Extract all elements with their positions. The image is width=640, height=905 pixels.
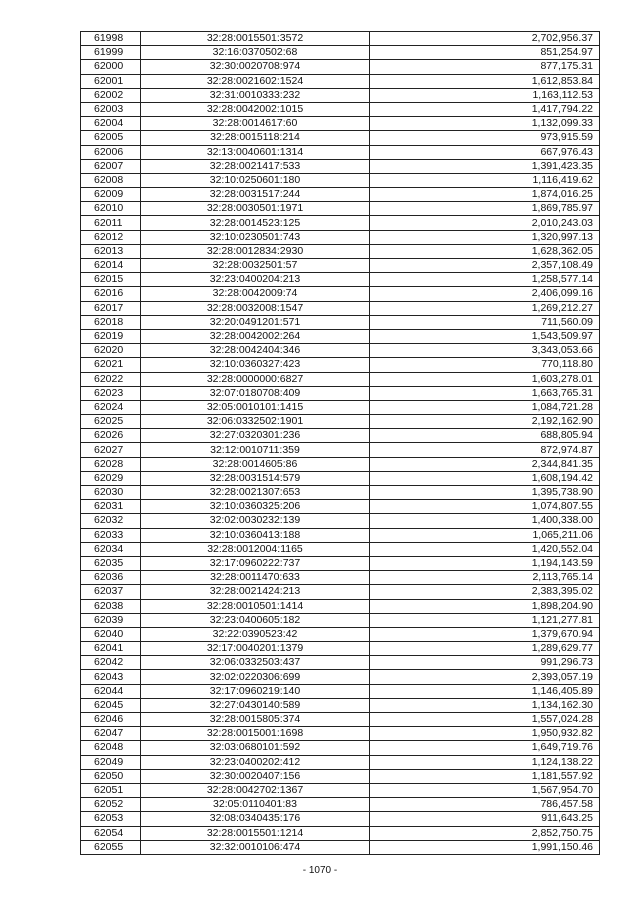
cadastral-number-cell: 32:28:0015501:1214 — [141, 826, 370, 840]
table-row — [81, 613, 600, 627]
cadastral-number-cell: 32:28:0010501:1414 — [141, 599, 370, 613]
table-row — [81, 599, 600, 613]
table-row — [81, 32, 600, 46]
cadastral-number-cell: 32:05:0010101:1415 — [141, 400, 370, 414]
table-row — [81, 443, 600, 457]
row-id-cell: 62015 — [81, 273, 141, 287]
cadastral-number-cell: 32:28:0032501:57 — [141, 259, 370, 273]
cadastral-number-cell: 32:30:0020708:974 — [141, 60, 370, 74]
amount-cell: 1,065,211.06 — [370, 528, 600, 542]
cadastral-number-cell: 32:05:0110401:83 — [141, 798, 370, 812]
amount-cell: 1,663,765.31 — [370, 386, 600, 400]
amount-cell: 877,175.31 — [370, 60, 600, 74]
table-row — [81, 670, 600, 684]
cadastral-number-cell: 32:28:0014617:60 — [141, 117, 370, 131]
row-id-cell: 62016 — [81, 287, 141, 301]
row-id-cell: 62047 — [81, 727, 141, 741]
cadastral-number-cell: 32:28:0012004:1165 — [141, 542, 370, 556]
cadastral-number-cell: 32:10:0360327:423 — [141, 358, 370, 372]
amount-cell: 1,124,138.22 — [370, 755, 600, 769]
table-row — [81, 713, 600, 727]
row-id-cell: 62012 — [81, 230, 141, 244]
row-id-cell: 62042 — [81, 656, 141, 670]
amount-cell: 1,874,016.25 — [370, 188, 600, 202]
table-row — [81, 826, 600, 840]
table-row — [81, 329, 600, 343]
row-id-cell: 62013 — [81, 244, 141, 258]
table-row — [81, 798, 600, 812]
cadastral-number-cell: 32:28:0014523:125 — [141, 216, 370, 230]
page-number: - 1070 - — [302, 865, 338, 876]
amount-cell: 911,643.25 — [370, 812, 600, 826]
table-row — [81, 259, 600, 273]
table-row — [81, 514, 600, 528]
row-id-cell: 62009 — [81, 188, 141, 202]
row-id-cell: 62030 — [81, 486, 141, 500]
cadastral-number-cell: 32:08:0340435:176 — [141, 812, 370, 826]
table-row — [81, 230, 600, 244]
amount-cell: 3,343,053.66 — [370, 344, 600, 358]
cadastral-number-cell: 32:17:0960222:737 — [141, 556, 370, 570]
table-row — [81, 301, 600, 315]
row-id-cell: 62031 — [81, 500, 141, 514]
row-id-cell: 62028 — [81, 457, 141, 471]
table-row — [81, 741, 600, 755]
table-row — [81, 656, 600, 670]
amount-cell: 2,393,057.19 — [370, 670, 600, 684]
table-row — [81, 486, 600, 500]
row-id-cell: 62051 — [81, 783, 141, 797]
amount-cell: 1,420,552.04 — [370, 542, 600, 556]
amount-cell: 1,950,932.82 — [370, 727, 600, 741]
cadastral-number-cell: 32:28:0014605:86 — [141, 457, 370, 471]
cadastral-number-cell: 32:12:0010711:359 — [141, 443, 370, 457]
amount-cell: 1,567,954.70 — [370, 783, 600, 797]
row-id-cell: 62032 — [81, 514, 141, 528]
cadastral-number-cell: 32:23:0400204:213 — [141, 273, 370, 287]
row-id-cell: 62002 — [81, 88, 141, 102]
amount-cell: 1,391,423.35 — [370, 159, 600, 173]
amount-cell: 1,258,577.14 — [370, 273, 600, 287]
cadastral-number-cell: 32:28:0042002:264 — [141, 329, 370, 343]
table-row — [81, 755, 600, 769]
row-id-cell: 62023 — [81, 386, 141, 400]
cadastral-number-cell: 32:28:0021602:1524 — [141, 74, 370, 88]
row-id-cell: 62021 — [81, 358, 141, 372]
row-id-cell: 62049 — [81, 755, 141, 769]
table-body — [81, 32, 600, 855]
cadastral-number-cell: 32:28:0042002:1015 — [141, 102, 370, 116]
amount-cell: 1,194,143.59 — [370, 556, 600, 570]
cadastral-number-cell: 32:10:0230501:743 — [141, 230, 370, 244]
amount-cell: 2,702,956.37 — [370, 32, 600, 46]
row-id-cell: 62055 — [81, 840, 141, 854]
cadastral-number-cell: 32:28:0030501:1971 — [141, 202, 370, 216]
table-row — [81, 415, 600, 429]
cadastral-number-cell: 32:07:0180708:409 — [141, 386, 370, 400]
row-id-cell: 62036 — [81, 571, 141, 585]
row-id-cell: 62035 — [81, 556, 141, 570]
table-row — [81, 202, 600, 216]
row-id-cell: 62027 — [81, 443, 141, 457]
row-id-cell: 62022 — [81, 372, 141, 386]
cadastral-number-cell: 32:06:0332503:437 — [141, 656, 370, 670]
amount-cell: 667,976.43 — [370, 145, 600, 159]
cadastral-number-cell: 32:13:0040601:1314 — [141, 145, 370, 159]
amount-cell: 1,269,212.27 — [370, 301, 600, 315]
amount-cell: 991,296.73 — [370, 656, 600, 670]
table-row — [81, 145, 600, 159]
amount-cell: 1,400,338.00 — [370, 514, 600, 528]
cadastral-number-cell: 32:22:0390523:42 — [141, 627, 370, 641]
table-row — [81, 102, 600, 116]
row-id-cell: 62017 — [81, 301, 141, 315]
row-id-cell: 62039 — [81, 613, 141, 627]
table-row — [81, 159, 600, 173]
table-row — [81, 698, 600, 712]
cadastral-number-cell: 32:10:0360413:188 — [141, 528, 370, 542]
cadastral-number-cell: 32:23:0400202:412 — [141, 755, 370, 769]
table-row — [81, 812, 600, 826]
table-row — [81, 60, 600, 74]
amount-cell: 1,898,204.90 — [370, 599, 600, 613]
cadastral-number-cell: 32:28:0042404:346 — [141, 344, 370, 358]
amount-cell: 770,118.80 — [370, 358, 600, 372]
amount-cell: 1,991,150.46 — [370, 840, 600, 854]
amount-cell: 1,132,099.33 — [370, 117, 600, 131]
amount-cell: 2,383,395.02 — [370, 585, 600, 599]
cadastral-number-cell: 32:28:0042009:74 — [141, 287, 370, 301]
row-id-cell: 61998 — [81, 32, 141, 46]
table-row — [81, 542, 600, 556]
table-row — [81, 471, 600, 485]
row-id-cell: 62008 — [81, 173, 141, 187]
cadastral-number-cell: 32:32:0010106:474 — [141, 840, 370, 854]
cadastral-number-cell: 32:28:0031514:579 — [141, 471, 370, 485]
row-id-cell: 62000 — [81, 60, 141, 74]
row-id-cell: 62026 — [81, 429, 141, 443]
cadastral-number-cell: 32:31:0010333:232 — [141, 88, 370, 102]
amount-cell: 786,457.58 — [370, 798, 600, 812]
amount-cell: 1,417,794.22 — [370, 102, 600, 116]
table-row — [81, 273, 600, 287]
table-row — [81, 344, 600, 358]
cadastral-number-cell: 32:28:0015118:214 — [141, 131, 370, 145]
cadastral-number-cell: 32:28:0011470:633 — [141, 571, 370, 585]
row-id-cell: 62014 — [81, 259, 141, 273]
amount-cell: 2,344,841.35 — [370, 457, 600, 471]
amount-cell: 1,395,738.90 — [370, 486, 600, 500]
amount-cell: 2,852,750.75 — [370, 826, 600, 840]
table-row — [81, 117, 600, 131]
table-row — [81, 244, 600, 258]
amount-cell: 1,379,670.94 — [370, 627, 600, 641]
row-id-cell: 62029 — [81, 471, 141, 485]
cadastral-number-cell: 32:06:0332502:1901 — [141, 415, 370, 429]
cadastral-number-cell: 32:10:0360325:206 — [141, 500, 370, 514]
table-row — [81, 429, 600, 443]
row-id-cell: 62006 — [81, 145, 141, 159]
amount-cell: 2,010,243.03 — [370, 216, 600, 230]
table-row — [81, 585, 600, 599]
cadastral-number-cell: 32:16:0370502:68 — [141, 46, 370, 60]
amount-cell: 1,543,509.97 — [370, 329, 600, 343]
amount-cell: 1,869,785.97 — [370, 202, 600, 216]
row-id-cell: 62052 — [81, 798, 141, 812]
table-row — [81, 500, 600, 514]
cadastral-number-cell: 32:27:0430140:589 — [141, 698, 370, 712]
amount-cell: 2,192,162.90 — [370, 415, 600, 429]
row-id-cell: 62019 — [81, 329, 141, 343]
cadastral-number-cell: 32:23:0400605:182 — [141, 613, 370, 627]
cadastral-number-cell: 32:28:0000000:6827 — [141, 372, 370, 386]
amount-cell: 2,406,099.16 — [370, 287, 600, 301]
table-row — [81, 571, 600, 585]
table-row — [81, 216, 600, 230]
row-id-cell: 62043 — [81, 670, 141, 684]
amount-cell: 1,608,194.42 — [370, 471, 600, 485]
amount-cell: 2,357,108.49 — [370, 259, 600, 273]
table-row — [81, 315, 600, 329]
cadastral-number-cell: 32:17:0960219:140 — [141, 684, 370, 698]
cadastral-number-cell: 32:28:0015805:374 — [141, 713, 370, 727]
table-row — [81, 131, 600, 145]
row-id-cell: 62053 — [81, 812, 141, 826]
table-row — [81, 627, 600, 641]
table-row — [81, 287, 600, 301]
cadastral-number-cell: 32:03:0680101:592 — [141, 741, 370, 755]
row-id-cell: 62046 — [81, 713, 141, 727]
row-id-cell: 62025 — [81, 415, 141, 429]
row-id-cell: 62034 — [81, 542, 141, 556]
cadastral-number-cell: 32:28:0015501:3572 — [141, 32, 370, 46]
table-row — [81, 88, 600, 102]
amount-cell: 1,649,719.76 — [370, 741, 600, 755]
cadastral-number-cell: 32:28:0031517:244 — [141, 188, 370, 202]
table-row — [81, 358, 600, 372]
row-id-cell: 62054 — [81, 826, 141, 840]
table-row — [81, 46, 600, 60]
table-row — [81, 840, 600, 854]
cadastral-number-cell: 32:02:0220306:699 — [141, 670, 370, 684]
row-id-cell: 62004 — [81, 117, 141, 131]
amount-cell: 973,915.59 — [370, 131, 600, 145]
cadastral-number-cell: 32:20:0491201:571 — [141, 315, 370, 329]
cadastral-number-cell: 32:27:0320301:236 — [141, 429, 370, 443]
amount-cell: 1,603,278.01 — [370, 372, 600, 386]
row-id-cell: 62001 — [81, 74, 141, 88]
table-row — [81, 642, 600, 656]
row-id-cell: 62041 — [81, 642, 141, 656]
row-id-cell: 62024 — [81, 400, 141, 414]
cadastral-number-cell: 32:10:0250601:180 — [141, 173, 370, 187]
table-row — [81, 188, 600, 202]
table-row — [81, 386, 600, 400]
table-row — [81, 727, 600, 741]
row-id-cell: 62044 — [81, 684, 141, 698]
cadastral-number-cell: 32:28:0021424:213 — [141, 585, 370, 599]
amount-cell: 1,320,997.13 — [370, 230, 600, 244]
cadastral-number-cell: 32:28:0032008:1547 — [141, 301, 370, 315]
amount-cell: 2,113,765.14 — [370, 571, 600, 585]
row-id-cell: 62050 — [81, 769, 141, 783]
row-id-cell: 62010 — [81, 202, 141, 216]
table-row — [81, 556, 600, 570]
row-id-cell: 62038 — [81, 599, 141, 613]
cadastral-number-cell: 32:02:0030232:139 — [141, 514, 370, 528]
table-row — [81, 684, 600, 698]
amount-cell: 851,254.97 — [370, 46, 600, 60]
row-id-cell: 61999 — [81, 46, 141, 60]
amount-cell: 688,805.94 — [370, 429, 600, 443]
table-row — [81, 74, 600, 88]
amount-cell: 1,628,362.05 — [370, 244, 600, 258]
amount-cell: 1,557,024.28 — [370, 713, 600, 727]
row-id-cell: 62011 — [81, 216, 141, 230]
table-row — [81, 372, 600, 386]
amount-cell: 872,974.87 — [370, 443, 600, 457]
table-row — [81, 783, 600, 797]
cadastral-number-cell: 32:28:0042702:1367 — [141, 783, 370, 797]
cadastral-number-cell: 32:30:0020407:156 — [141, 769, 370, 783]
amount-cell: 1,084,721.28 — [370, 400, 600, 414]
row-id-cell: 62045 — [81, 698, 141, 712]
amount-cell: 1,612,853.84 — [370, 74, 600, 88]
amount-cell: 1,134,162.30 — [370, 698, 600, 712]
table-row — [81, 528, 600, 542]
amount-cell: 1,116,419.62 — [370, 173, 600, 187]
cadastral-number-cell: 32:17:0040201:1379 — [141, 642, 370, 656]
row-id-cell: 62018 — [81, 315, 141, 329]
cadastral-number-cell: 32:28:0015001:1698 — [141, 727, 370, 741]
amount-cell: 1,121,277.81 — [370, 613, 600, 627]
table-row — [81, 457, 600, 471]
cadastral-number-cell: 32:28:0012834:2930 — [141, 244, 370, 258]
row-id-cell: 62037 — [81, 585, 141, 599]
table-row — [81, 769, 600, 783]
amount-cell: 1,181,557.92 — [370, 769, 600, 783]
table-row — [81, 400, 600, 414]
cadastral-number-cell: 32:28:0021417:533 — [141, 159, 370, 173]
data-table — [80, 31, 600, 855]
amount-cell: 1,074,807.55 — [370, 500, 600, 514]
row-id-cell: 62033 — [81, 528, 141, 542]
amount-cell: 1,289,629.77 — [370, 642, 600, 656]
row-id-cell: 62048 — [81, 741, 141, 755]
table-row — [81, 173, 600, 187]
row-id-cell: 62003 — [81, 102, 141, 116]
cadastral-number-cell: 32:28:0021307:653 — [141, 486, 370, 500]
row-id-cell: 62020 — [81, 344, 141, 358]
row-id-cell: 62040 — [81, 627, 141, 641]
amount-cell: 1,163,112.53 — [370, 88, 600, 102]
row-id-cell: 62007 — [81, 159, 141, 173]
amount-cell: 1,146,405.89 — [370, 684, 600, 698]
row-id-cell: 62005 — [81, 131, 141, 145]
amount-cell: 711,560.09 — [370, 315, 600, 329]
